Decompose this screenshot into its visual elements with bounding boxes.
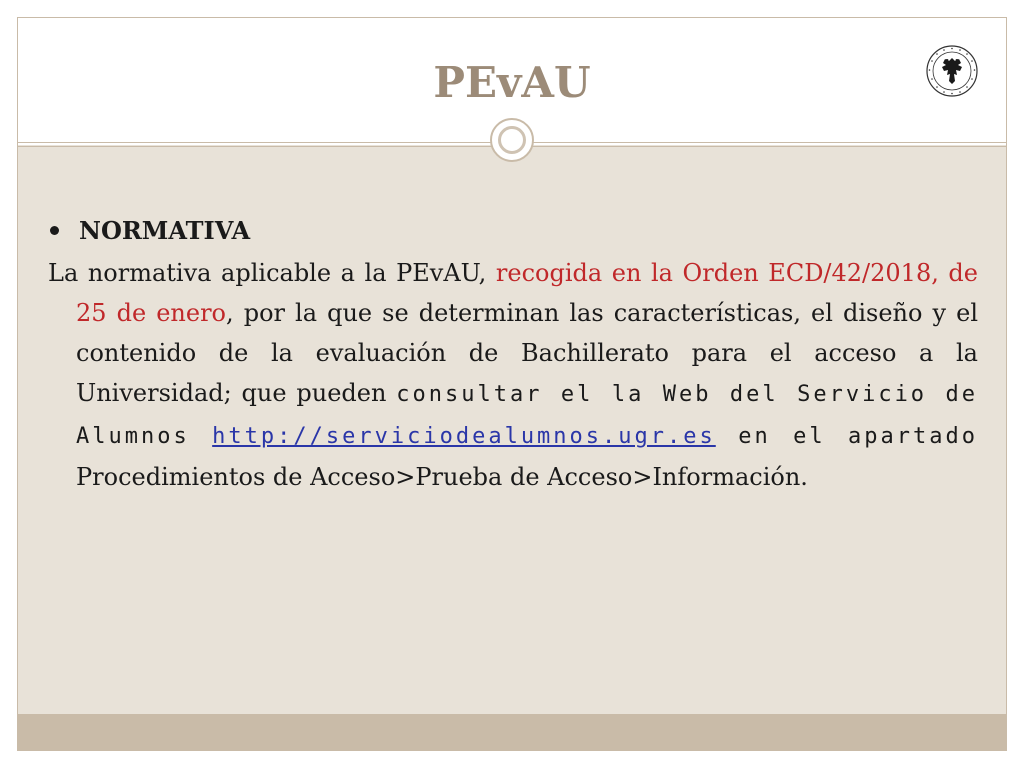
- circle-ornament-inner-icon: [498, 126, 526, 154]
- section-heading: NORMATIVA: [79, 216, 251, 245]
- bullet-icon: [50, 226, 59, 235]
- highlighted-reference: recogida en la Orden ECD/42/2018, de 25 de enero: [76, 259, 978, 327]
- bullet-item: [48, 216, 978, 245]
- paragraph-text-spaced: en el apartado: [715, 424, 978, 449]
- servicio-alumnos-link[interactable]: http://serviciodealumnos.ugr.es: [212, 424, 716, 449]
- university-seal-icon: [925, 44, 979, 98]
- slide-title: PEvAU: [433, 58, 591, 107]
- paragraph-text: , por la que se determinan las características, el diseño y el contenido de la evaluación de Bachillerato para el acceso a la Universidad; que pueden: [76, 299, 978, 407]
- footer-bar: [18, 714, 1006, 750]
- slide-content: [48, 216, 978, 497]
- paragraph-text: La normativa aplicable a la PEvAU,: [48, 259, 496, 287]
- body-paragraph: [48, 253, 978, 497]
- paragraph-text: Procedimientos de Acceso>Prueba de Acceso>Información.: [76, 463, 808, 491]
- slide: [17, 17, 1007, 751]
- paragraph-text-spaced: consultar el la Web del Servicio de Alumnos: [76, 382, 978, 449]
